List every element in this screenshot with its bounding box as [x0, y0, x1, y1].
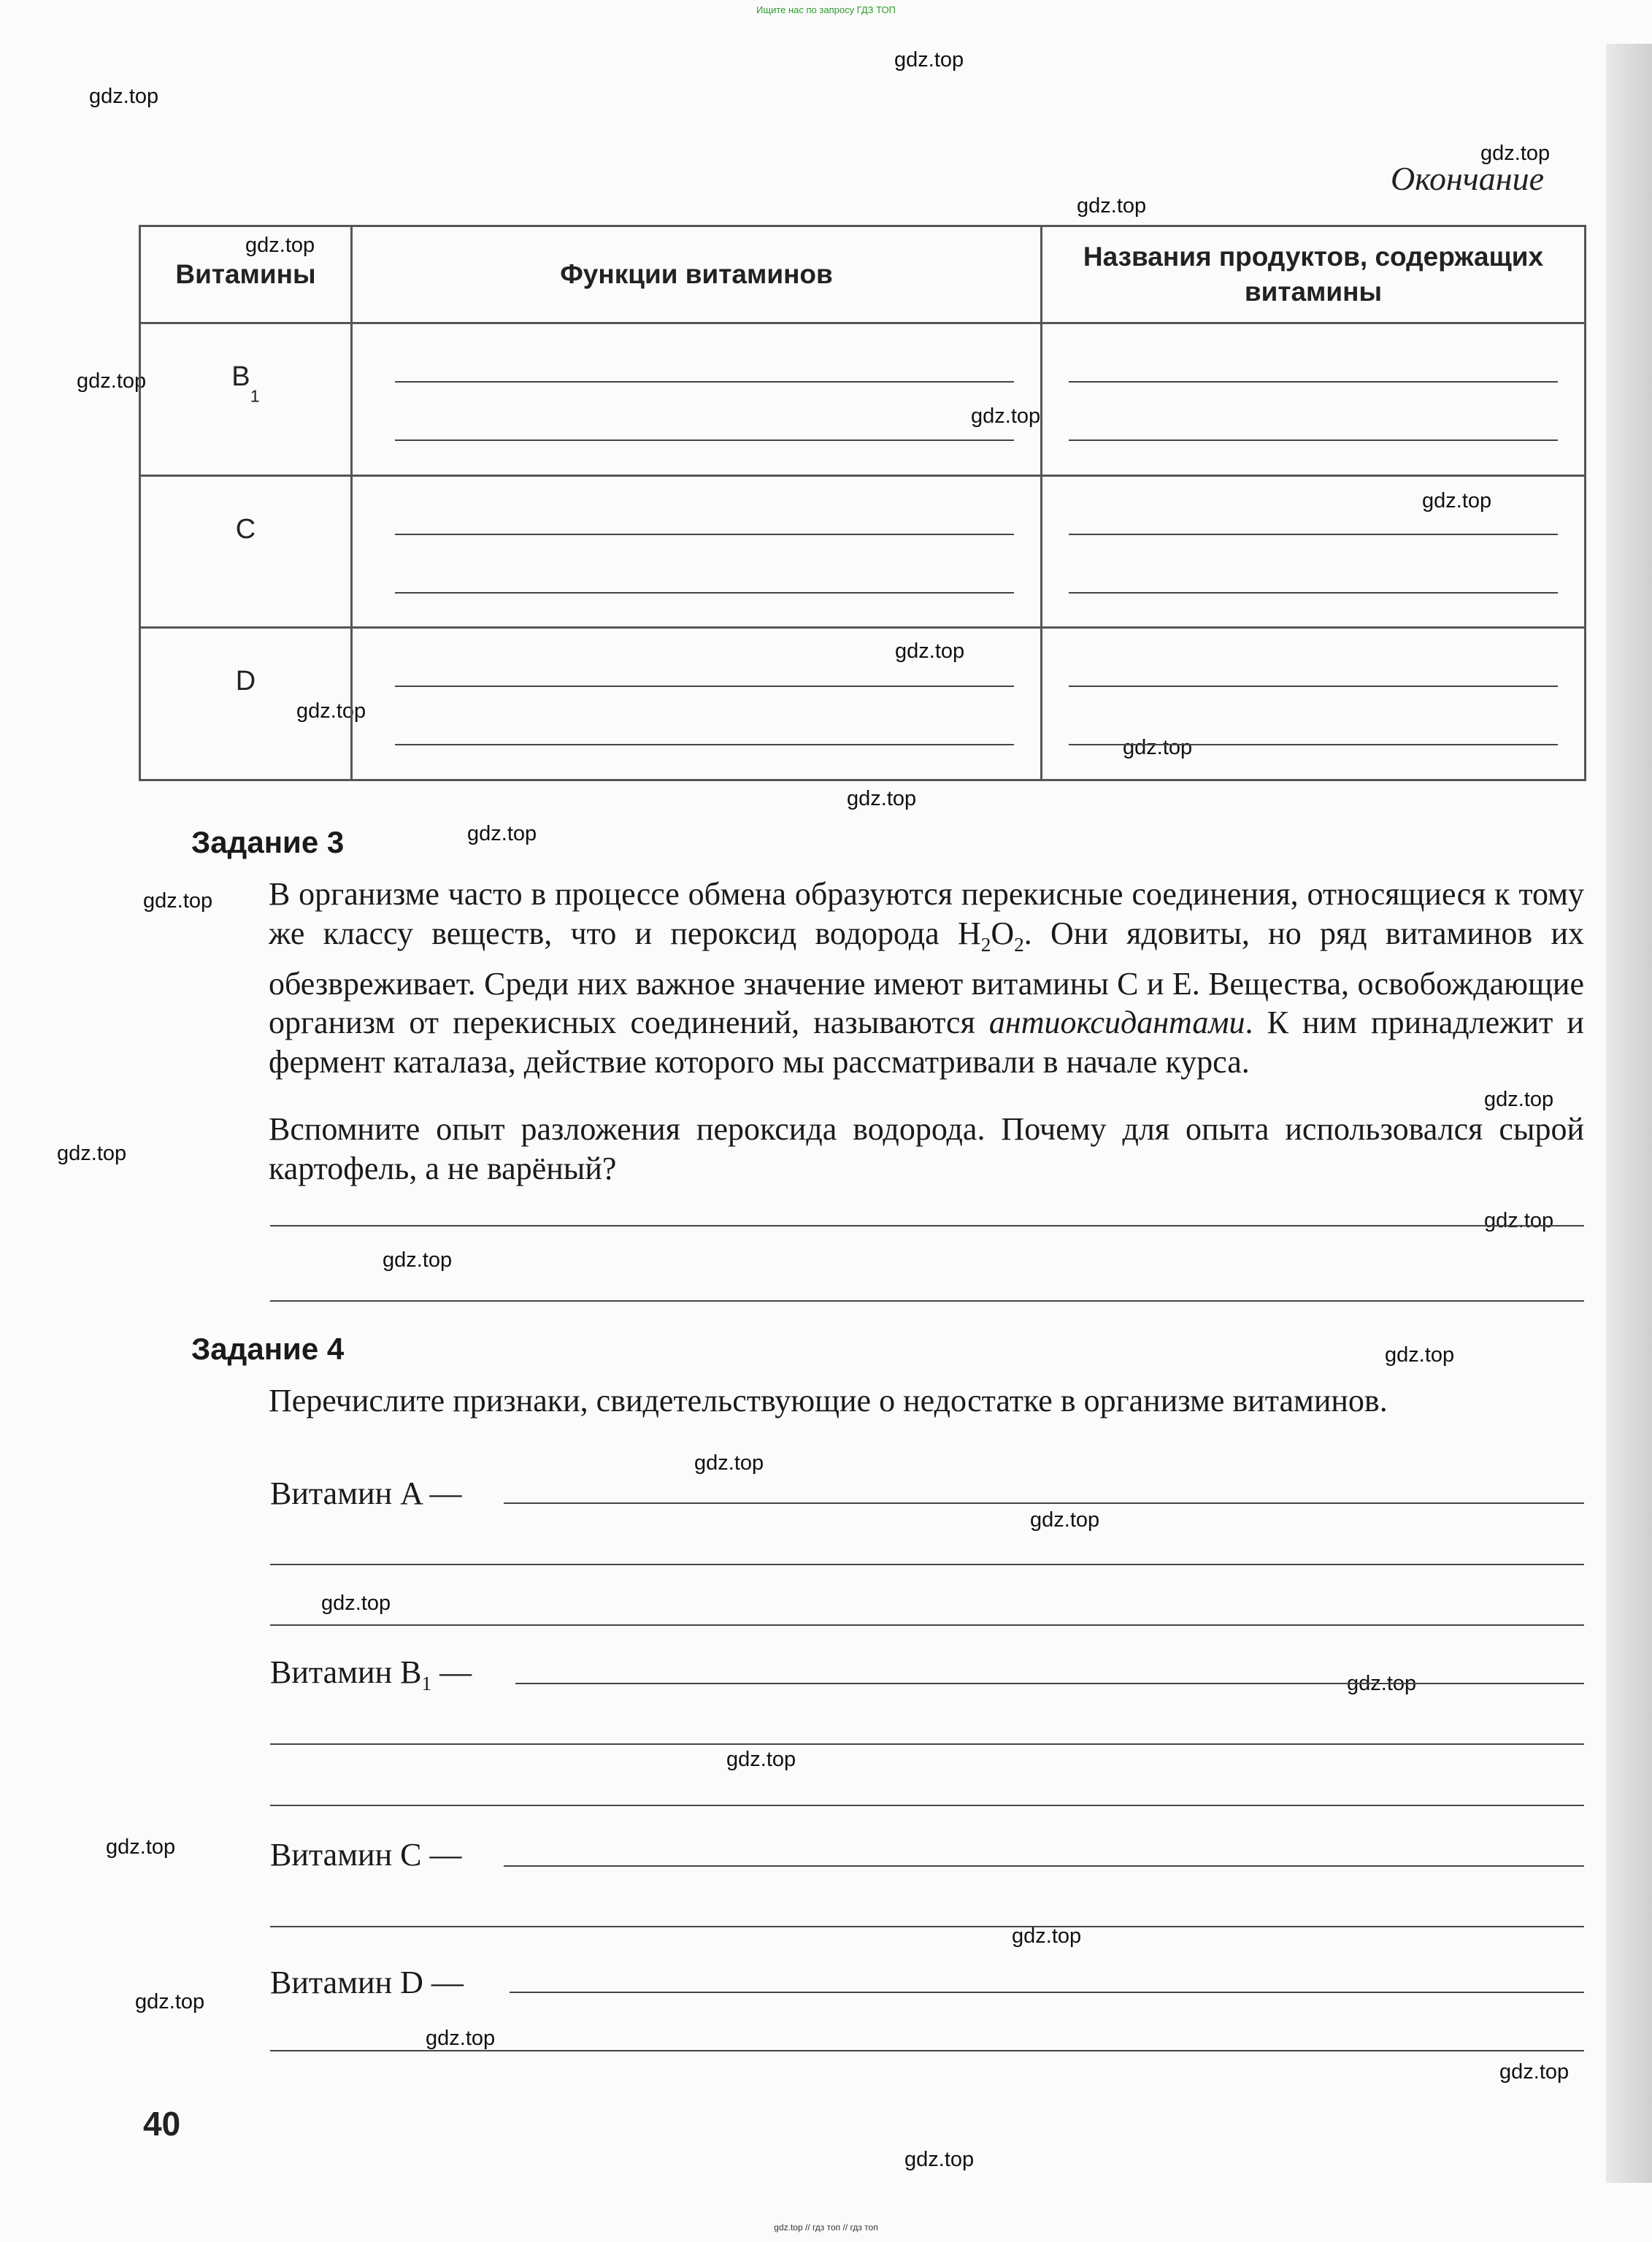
- products-cell[interactable]: [1042, 323, 1586, 476]
- functions-cell[interactable]: [352, 323, 1042, 476]
- answer-line[interactable]: [395, 381, 1014, 383]
- watermark: gdz.top: [904, 2148, 975, 2171]
- answer-line[interactable]: [395, 744, 1014, 745]
- answer-line[interactable]: [270, 1564, 1584, 1565]
- vitamin-name: B: [231, 361, 250, 393]
- table-row: [140, 323, 1586, 476]
- vitamin-b1-label: [270, 1654, 472, 1695]
- bottom-links[interactable]: gdz.top // гдз топ // гдз топ: [774, 2222, 878, 2233]
- answer-line[interactable]: [1069, 686, 1558, 687]
- watermark: gdz.top: [895, 640, 965, 663]
- functions-cell[interactable]: [352, 628, 1042, 780]
- vitamin-b1-subscript: 1: [421, 1672, 432, 1694]
- watermark: gdz.top: [894, 48, 964, 72]
- vitamin-a-line[interactable]: [504, 1502, 1584, 1504]
- answer-line[interactable]: [270, 1926, 1584, 1927]
- answer-line[interactable]: [1069, 592, 1558, 594]
- watermark: gdz.top: [321, 1592, 391, 1615]
- header-products: Названия продуктов, содержащих витамины: [1042, 226, 1586, 323]
- products-cell[interactable]: [1042, 628, 1586, 780]
- functions-cell[interactable]: [352, 475, 1042, 628]
- page-number: 40: [143, 2105, 181, 2143]
- answer-line[interactable]: [395, 534, 1014, 535]
- answer-line[interactable]: [270, 1805, 1584, 1806]
- watermark: gdz.top: [1347, 1672, 1417, 1695]
- task4-intro: Перечислите признаки, свидетельствующие о недостатке в организме витаминов.: [269, 1383, 1388, 1418]
- answer-line[interactable]: [270, 1300, 1584, 1302]
- task4-heading: Задание 4: [191, 1332, 345, 1366]
- watermark: gdz.top: [1385, 1343, 1455, 1367]
- o-letter: O: [991, 915, 1015, 951]
- watermark: gdz.top: [245, 234, 315, 257]
- header-functions: Функции витаминов: [352, 226, 1042, 323]
- table-row: [140, 628, 1586, 780]
- watermark: gdz.top: [1012, 1924, 1082, 1948]
- vitamin-cell: [140, 628, 352, 780]
- answer-line[interactable]: [1069, 534, 1558, 535]
- watermark: gdz.top: [726, 1748, 796, 1771]
- vitamin-name: C: [235, 513, 256, 545]
- watermark: gdz.top: [694, 1451, 764, 1475]
- watermark: gdz.top: [1480, 142, 1551, 165]
- vitamin-b1-dash: —: [431, 1654, 472, 1690]
- answer-line[interactable]: [270, 1743, 1584, 1745]
- watermark: gdz.top: [143, 889, 213, 913]
- antioxidants-term: антиоксидантами: [988, 1005, 1245, 1041]
- watermark: gdz.top: [1484, 1209, 1554, 1232]
- answer-line[interactable]: [395, 439, 1014, 441]
- answer-line[interactable]: [1069, 439, 1558, 441]
- answer-line[interactable]: [1069, 381, 1558, 383]
- watermark: gdz.top: [426, 2027, 496, 2050]
- watermark: gdz.top: [1484, 1088, 1554, 1111]
- task3-text-part1: В организме часто в процессе обмена образуются перекисные соединения, относящиеся к тому же классу веществ, что и пероксид водорода H: [269, 876, 1584, 951]
- watermark: gdz.top: [57, 1142, 127, 1165]
- answer-line[interactable]: [395, 592, 1014, 594]
- watermark: gdz.top: [1499, 2060, 1570, 2084]
- watermark: gdz.top: [1077, 194, 1147, 218]
- watermark: gdz.top: [1030, 1508, 1100, 1532]
- vitamin-d-line[interactable]: [510, 1992, 1584, 1993]
- watermark: gdz.top: [77, 369, 147, 393]
- table-row: [140, 475, 1586, 628]
- task3-text-part2: . Они ядовиты, но ряд витаминов их обезвреживает. Среди них важное значение имеют витамины C и E. Вещества, освобождающие организм от перекисных соединений, называются: [269, 915, 1584, 1041]
- watermark: gdz.top: [467, 822, 537, 845]
- vitamin-subscript: 1: [250, 386, 260, 406]
- vitamin-b1-line[interactable]: [515, 1683, 1584, 1684]
- vitamin-name: D: [235, 666, 256, 697]
- vitamin-cell: [140, 323, 352, 476]
- vitamins-table: [139, 225, 1586, 781]
- continuation-label: Окончание: [1391, 160, 1544, 197]
- watermark: gdz.top: [383, 1248, 453, 1272]
- vitamin-c-line[interactable]: [504, 1865, 1584, 1867]
- task3-heading: Задание 3: [191, 825, 345, 859]
- vitamin-cell: [140, 475, 352, 628]
- answer-line[interactable]: [395, 686, 1014, 687]
- watermark: gdz.top: [296, 699, 366, 723]
- watermark: gdz.top: [971, 404, 1041, 428]
- products-cell[interactable]: [1042, 475, 1586, 628]
- h-subscript: 2: [980, 933, 991, 956]
- watermark: gdz.top: [1123, 736, 1193, 759]
- answer-line[interactable]: [1069, 744, 1558, 745]
- answer-line[interactable]: [270, 2050, 1584, 2051]
- watermark: gdz.top: [847, 787, 917, 810]
- header-vitamins: Витамины: [140, 226, 352, 323]
- task3-text: [269, 875, 1584, 1081]
- answer-line[interactable]: [270, 1225, 1584, 1226]
- page-edge-shadow: [1606, 44, 1652, 2183]
- watermark: gdz.top: [135, 1990, 205, 2013]
- vitamin-b1-text: Витамин B: [270, 1654, 422, 1690]
- watermark: gdz.top: [106, 1835, 176, 1859]
- task3-question: Вспомните опыт разложения пероксида водорода. Почему для опыта использовался сырой картофель, а не варёный?: [269, 1111, 1584, 1186]
- watermark: gdz.top: [89, 85, 159, 108]
- vitamin-d-label: Витамин D —: [270, 1965, 464, 2000]
- o-subscript: 2: [1014, 933, 1024, 956]
- vitamin-a-label: Витамин A —: [270, 1475, 462, 1511]
- watermark: gdz.top: [1422, 489, 1492, 512]
- answer-line[interactable]: [270, 1624, 1584, 1626]
- top-search-hint[interactable]: Ищите нас по запросу ГДЗ ТОП: [756, 4, 896, 15]
- vitamin-c-label: Витамин C —: [270, 1837, 462, 1873]
- task3-text-part3: . К ним принадлежит и фермент каталаза, действие которого мы рассматривали в начале курса.: [269, 1005, 1584, 1080]
